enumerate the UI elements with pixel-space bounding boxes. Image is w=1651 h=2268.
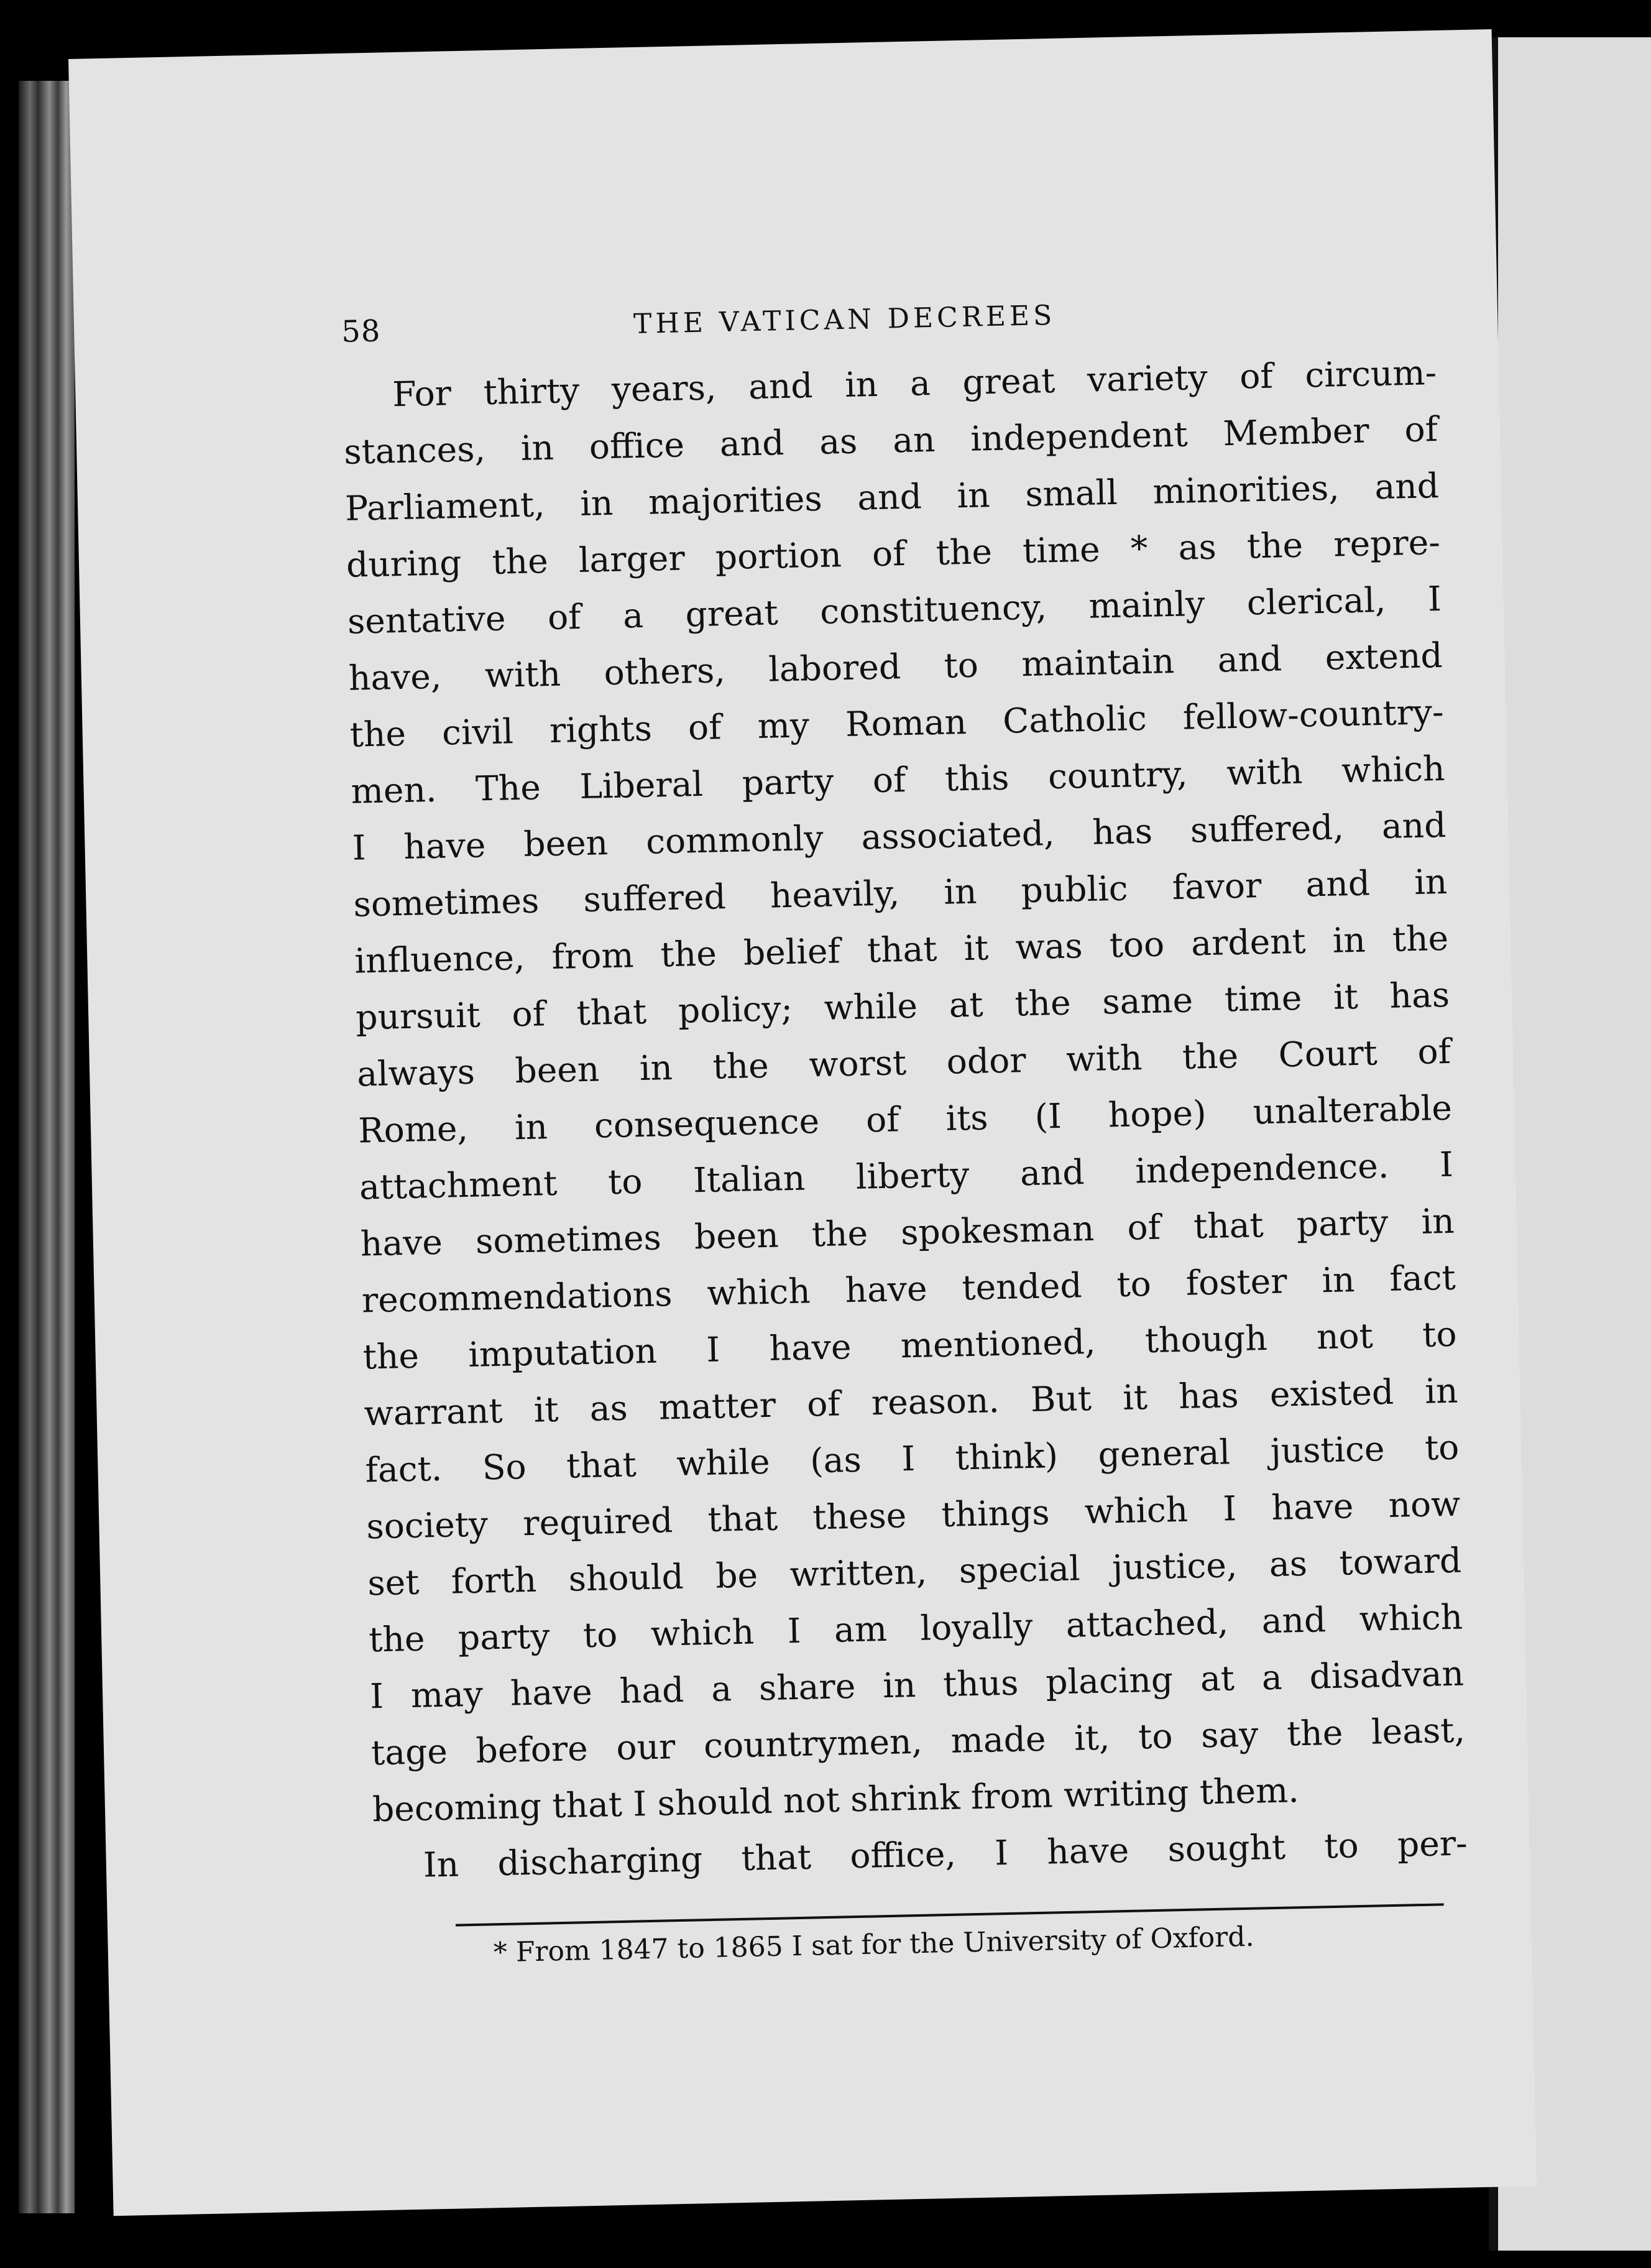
text-line: fact. So that while (as I think) general justice to: [364, 1427, 1460, 1490]
text-line: men. The Liberal party of this country, with which: [351, 748, 1446, 811]
text-line: the imputation I have mentioned, though not to: [362, 1314, 1458, 1377]
text-line: have, with others, labored to maintain and extend: [348, 635, 1443, 698]
page: [68, 29, 1537, 2216]
text-line: always been in the worst odor with the Court of: [356, 1031, 1451, 1094]
text-line: the party to which I am loyally attached, and which: [368, 1597, 1463, 1660]
text-line: Parliament, in majorities and in small minorities, and: [344, 465, 1440, 528]
text-line: have sometimes been the spokesman of that party in: [360, 1201, 1455, 1264]
text-line: sometimes suffered heavily, in public favor and in: [352, 861, 1448, 924]
text-line: I may have had a share in thus placing at a disadvan: [369, 1653, 1465, 1717]
text-line: during the larger portion of the time * as the repre-: [346, 522, 1441, 585]
footnote: * From 1847 to 1865 I sat for the University of Oxford.: [493, 1920, 1254, 1969]
body-text: [342, 344, 1468, 1894]
text-line: stances, in office and as an independent Member of: [343, 409, 1438, 472]
text-line: tage before our countrymen, made it, to say the least,: [370, 1710, 1466, 1773]
book-page-edges: [19, 81, 75, 2213]
text-line: For thirty years, and in a great variety of circum-: [392, 353, 1437, 415]
running-title: THE VATICAN DECREES: [633, 299, 1056, 341]
text-line: Rome, in consequence of its (I hope) unalterable: [357, 1087, 1453, 1151]
text-line: warrant it as matter of reason. But it has existed in: [364, 1370, 1459, 1434]
text-line: society required that these things which I have now: [366, 1483, 1461, 1547]
page-number: 58: [341, 313, 381, 349]
text-line: recommendations which have tended to foster in fact: [361, 1257, 1456, 1321]
text-line: becoming that I should not shrink from writing them.: [372, 1770, 1300, 1830]
text-line: influence, from the belief that it was too ardent in the: [354, 918, 1449, 981]
text-line: sentative of a great constituency, mainly clerical, I: [347, 578, 1442, 642]
text-line: I have been commonly associated, has suffered, and: [351, 804, 1446, 868]
text-line: the civil rights of my Roman Catholic fellow-country-: [349, 691, 1445, 755]
text-line: In discharging that office, I have sought to per-: [423, 1823, 1468, 1885]
text-line: attachment to Italian liberty and independence. I: [359, 1144, 1454, 1207]
text-line: set forth should be written, special justice, as toward: [367, 1540, 1462, 1603]
text-line: pursuit of that policy; while at the same time it has: [355, 974, 1450, 1038]
